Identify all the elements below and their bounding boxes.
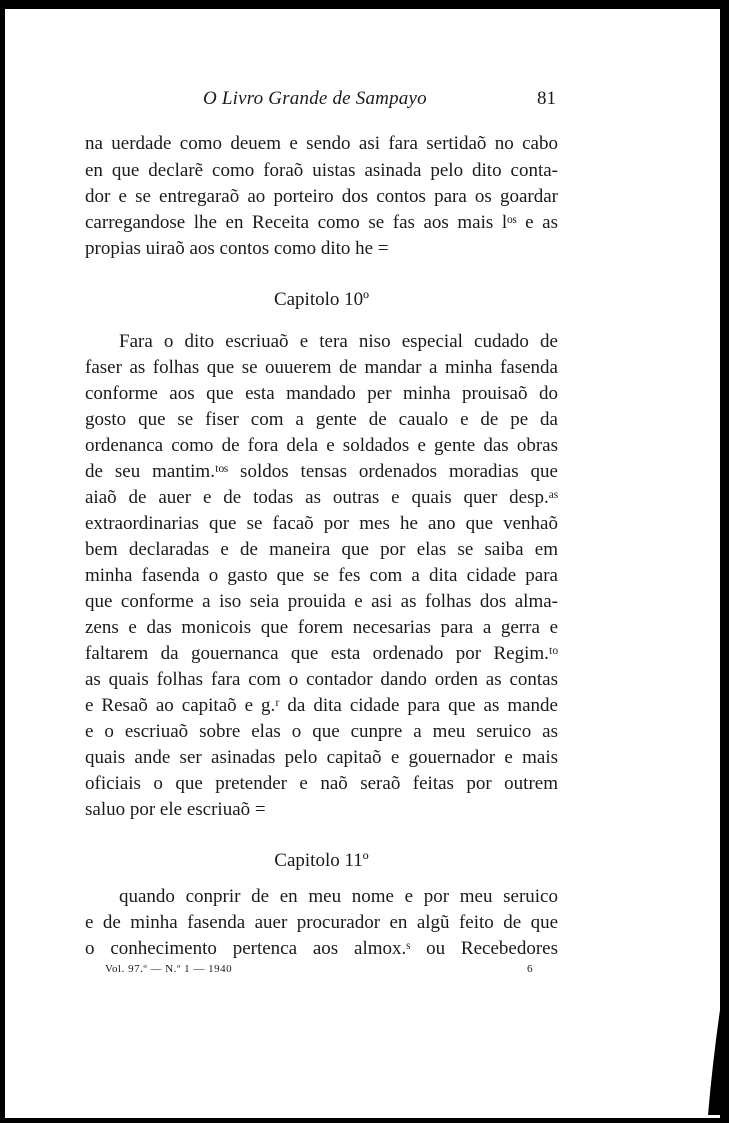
text-line: propias uiraõ aos contos como dito he = [85, 238, 389, 259]
page-edge-shadow [706, 1010, 720, 1115]
text-line: carregandose lhe en Receita como se fas aos mais lᵒˢ e as [85, 212, 558, 233]
text-line: e Resaõ ao capitaõ e g.ʳ da dita cidade para que as mande [85, 695, 558, 716]
chapter-heading: Capitolo 10º [273, 289, 370, 310]
text-line: extraordinarias que se facaõ por mes he ano que venhaõ [85, 513, 558, 534]
text-line: zens e das monicois que forem necesarias para a gerra e [85, 617, 558, 638]
text-line: aiaõ de auer e de todas as outras e quais quer desp.ᵃˢ [85, 487, 558, 508]
printer-signature-mark: 6 [527, 963, 533, 975]
text-line: en que declarẽ como foraõ uistas asinada pelo dito conta- [85, 160, 558, 181]
text-line: ordenanca como de fora dela e soldados e gente das obras [85, 435, 558, 456]
text-line: oficiais o que pretender e naõ seraõ feitas por outrem [85, 773, 558, 794]
scan-border-top [0, 0, 729, 9]
text-line: de seu mantim.ᵗᵒˢ soldos tensas ordenados moradias que [85, 461, 558, 482]
text-line: gosto que se fiser com a gente de caualo e de pe da [85, 409, 558, 430]
text-line: faltarem da gouernanca que esta ordenado por Regim.ᵗᵒ [85, 643, 558, 664]
text-line: Fara o dito escriuaõ e tera niso especial cudado de [119, 331, 558, 352]
text-line: faser as folhas que se ouuerem de mandar a minha fasenda [85, 357, 558, 378]
volume-reference: Vol. 97.º — N.º 1 — 1940 [105, 963, 233, 975]
page-number: 81 [537, 88, 556, 109]
text-line: e de minha fasenda auer procurador en algũ feito de que [85, 912, 558, 933]
text-line: que conforme a iso seia prouida e asi as folhas dos alma- [85, 591, 558, 612]
running-head [85, 88, 558, 114]
text-line: e o escriuaõ sobre elas o que cunpre a meu seruico as [85, 721, 558, 742]
chapter-heading: Capitolo 11º [274, 850, 369, 871]
scan-border-right [720, 0, 729, 1123]
text-line: as quais folhas fara com o contador dando orden as contas [85, 669, 558, 690]
text-line: saluo por ele escriuaõ = [85, 799, 266, 820]
text-line: quais ande ser asinadas pelo capitaõ e gouernador e mais [85, 747, 558, 768]
text-line: o conhecimento pertenca aos almox.ˢ ou Recebedores [85, 938, 558, 959]
text-line: conforme aos que esta mandado per minha prouisaõ do [85, 383, 558, 404]
text-line: na uerdade como deuem e sendo asi fara sertidaõ no cabo [85, 133, 558, 154]
text-line: bem declaradas e de maneira que por elas se saiba em [85, 539, 558, 560]
scan-border-left [0, 0, 5, 1123]
text-line: minha fasenda o gasto que se fes com a dita cidade para [85, 565, 558, 586]
page-footer [85, 963, 558, 983]
scan-border-bottom [0, 1118, 729, 1123]
text-line: quando conprir de en meu nome e por meu seruico [119, 886, 558, 907]
text-line: dor e se entregaraõ ao porteiro dos contos para os goardar [85, 186, 558, 207]
running-title: O Livro Grande de Sampayo [203, 88, 427, 109]
